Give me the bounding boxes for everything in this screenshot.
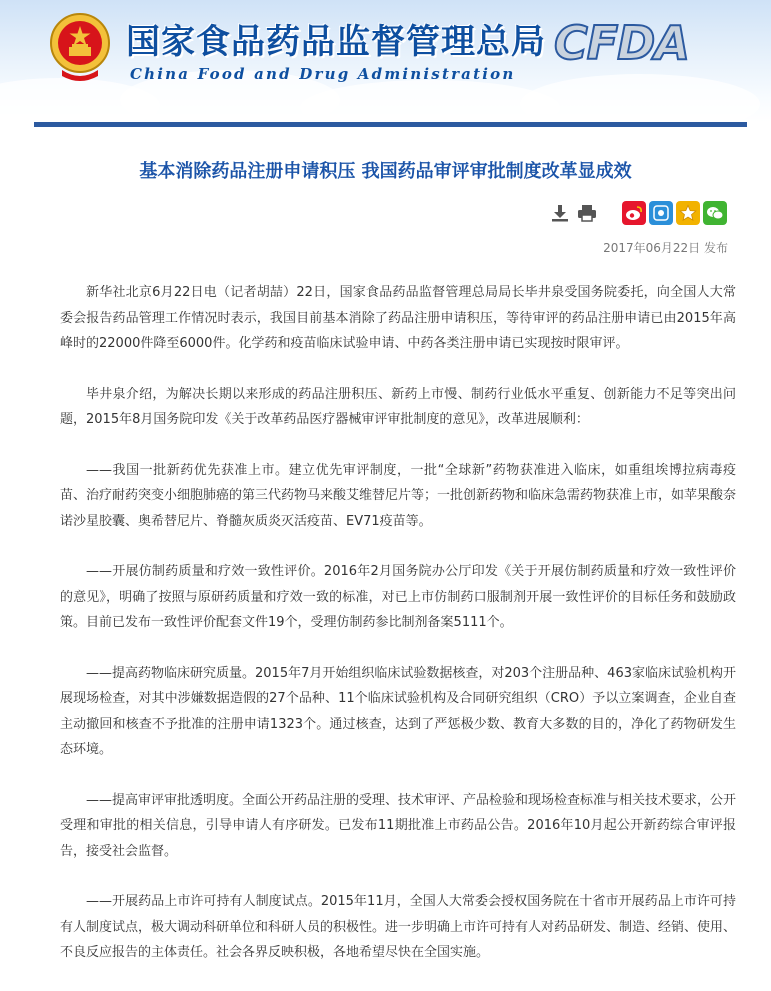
header-divider <box>34 122 747 127</box>
article-body <box>60 280 736 991</box>
cfda-logo-text: CFDA <box>554 16 689 70</box>
article-paragraph: ——开展药品上市许可持有人制度试点。2015年11月，全国人大常委会授权国务院在十省市开展药品上市许可持有人制度试点，极大调动科研单位和科研人员的积极性。进一步明确上市许可持有人对药品研发、制造、经销、使用、不良反应报告的主体责任。社会各界反映积极，各地希望尽快在全国实施。 <box>60 894 737 960</box>
publish-dateline <box>603 239 728 256</box>
site-title: 国家食品药品监督管理总局 <box>126 22 546 62</box>
cloud-decoration <box>520 74 760 122</box>
print-icon <box>577 204 597 222</box>
national-emblem-icon <box>48 10 112 82</box>
share-weibo-button[interactable] <box>622 201 646 225</box>
site-subtitle: China Food and Drug Administration <box>130 65 516 83</box>
print-button[interactable] <box>577 203 597 223</box>
site-banner <box>0 0 771 122</box>
weibo-icon <box>625 205 643 221</box>
article-paragraph: ——开展仿制药质量和疗效一致性评价。2016年2月国务院办公厅印发《关于开展仿制药质量和疗效一致性评价的意见》，明确了按照与原研药质量和疗效一致的标准，对已上市仿制药口服制剂开展一致性评价的目标任务和鼓励政策。目前已发布一致性评价配套文件19个，受理仿制药参比制剂备案5111个。 <box>60 564 736 630</box>
article-paragraph: ——提高审评审批透明度。全面公开药品注册的受理、技术审评、产品检验和现场检查标准与相关技术要求，公开受理和审批的相关信息，引导申请人有序研发。已发布11期批准上市药品公告。2016年10月起公开新药综合审评报告，接受社会监督。 <box>60 792 737 859</box>
publish-label: 发布 <box>703 241 728 255</box>
share-qzone-button[interactable] <box>649 201 673 225</box>
cfda-logo[interactable] <box>554 16 704 70</box>
publish-date: 2017年06月22日 <box>603 241 701 255</box>
qzone-icon <box>652 204 670 222</box>
article-paragraph: ——我国一批新药优先获准上市。建立优先审评制度，一批“全球新”药物获准进入临床，如重组埃博拉病毒疫苗、治疗耐药突变小细胞肺癌的第三代药物马来酸艾维替尼片等；一批创新药物和临床急需药物获准上市，如苹果酸奈诺沙星胶囊、奥希替尼片、脊髓灰质炎灭活疫苗、EV71疫苗等。 <box>60 462 737 529</box>
article-paragraph: 毕井泉介绍，为解决长期以来形成的药品注册积压、新药上市慢、制药行业低水平重复、创新能力不足等突出问题，2015年8月国务院印发《关于改革药品医疗器械审评审批制度的意见》，改革进展顺利： <box>60 386 736 427</box>
article-paragraph: 新华社北京6月22日电（记者胡喆）22日，国家食品药品监督管理总局局长毕井泉受国务院委托，向全国人大常委会报告药品管理工作情况时表示，我国目前基本消除了药品注册申请积压，等待审评的药品注册申请已由2015年高峰时的22000件降至6000件。化学药和疫苗临床试验申请、中药各类注册申请已实现按时限审评。 <box>60 285 736 351</box>
article-paragraph: ——提高药物临床研究质量。2015年7月开始组织临床试验数据核查，对203个注册品种、463家临床试验机构开展现场检查，对其中涉嫌数据造假的27个品种、11个临床试验机构及合同研究组织（CRO）予以立案调查，企业自查主动撤回和核查不予批准的注册申请1323个。通过核查，达到了严惩极少数、教育大多数的目的，净化了药物研发生态环境。 <box>60 665 736 757</box>
download-icon <box>551 204 569 222</box>
article-headline: 基本消除药品注册申请积压 我国药品审评审批制度改革显成效 <box>139 161 632 182</box>
wechat-icon <box>706 205 724 221</box>
download-button[interactable] <box>550 203 570 223</box>
share-favorite-button[interactable] <box>676 201 700 225</box>
share-wechat-button[interactable] <box>703 201 727 225</box>
star-icon <box>679 204 697 222</box>
